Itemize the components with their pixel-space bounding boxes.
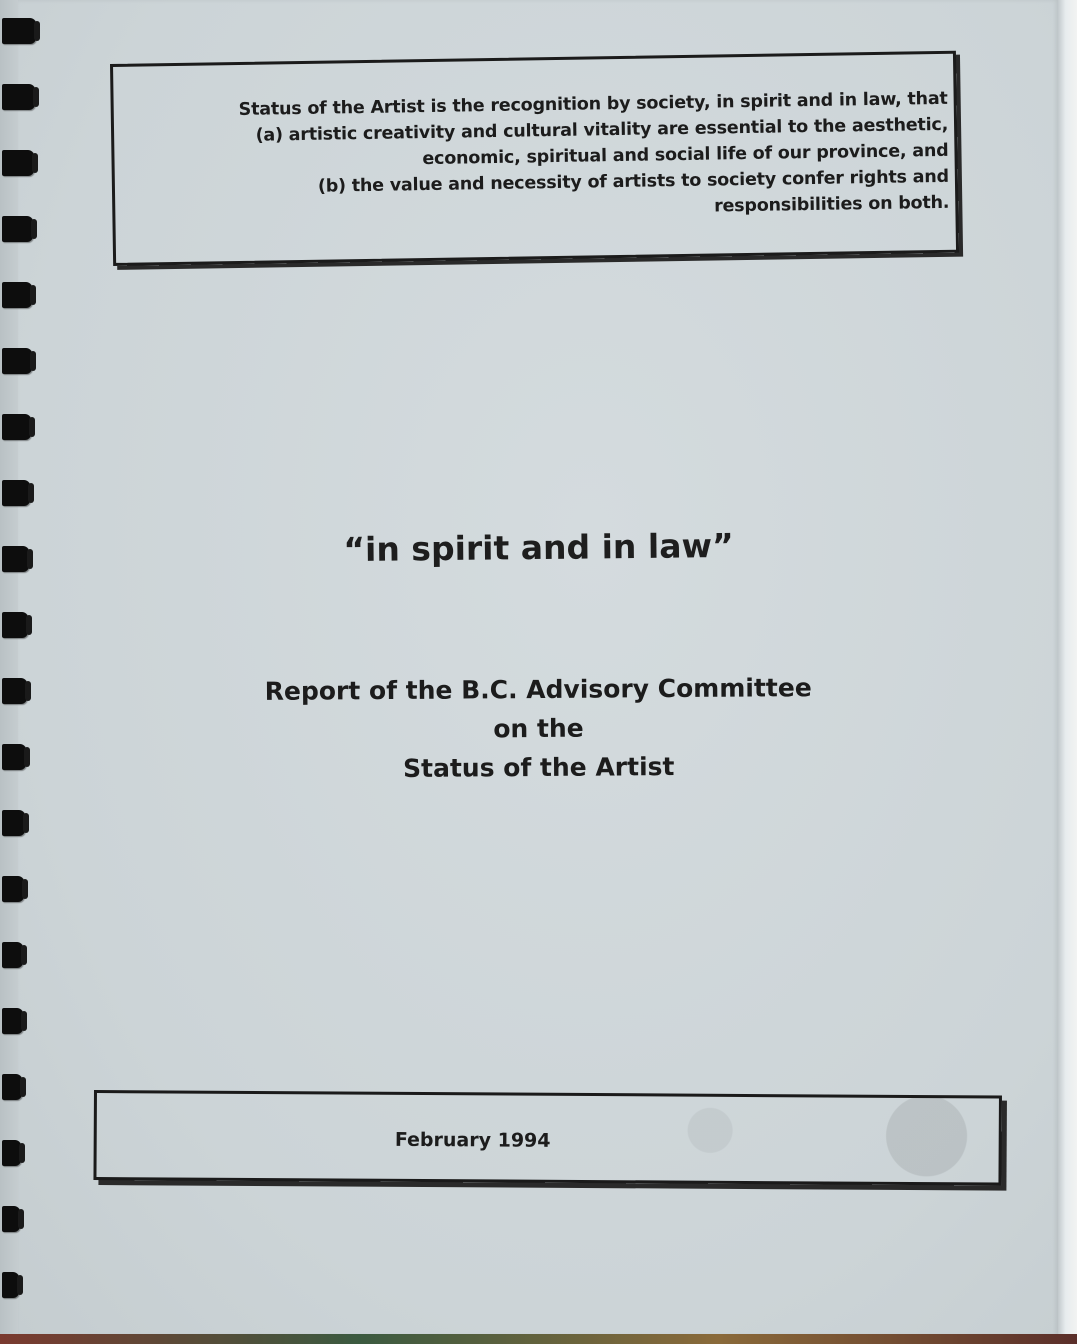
statement-text xyxy=(188,86,950,228)
report-line-2: on the xyxy=(493,713,584,744)
binding-ring xyxy=(2,216,33,242)
binding-ring xyxy=(2,1074,22,1100)
statement-line: Status of the Artist is the recognition by society, in spirit and in law, that xyxy=(238,88,948,120)
binding-ring xyxy=(2,612,28,638)
table-surface xyxy=(0,1334,1077,1344)
report-line-3: Status of the Artist xyxy=(402,752,675,783)
report-heading xyxy=(0,666,1077,791)
statement-box xyxy=(110,51,959,266)
binding-ring xyxy=(2,84,35,110)
binding-ring xyxy=(2,1272,19,1298)
statement-line: (b) the value and necessity of artists to society confer rights and xyxy=(317,166,950,197)
binding-ring xyxy=(2,1008,23,1034)
binding-ring xyxy=(2,1206,20,1232)
report-line-1: Report of the B.C. Advisory Committee xyxy=(264,673,812,706)
binding-ring xyxy=(2,150,34,176)
publication-date: February 1994 xyxy=(394,1128,551,1152)
binding-ring xyxy=(2,942,23,968)
binding-ring xyxy=(2,282,32,308)
statement-line: (a) artistic creativity and cultural vitality are essential to the aesthetic, xyxy=(255,114,949,146)
binding-ring xyxy=(2,480,30,506)
statement-line: responsibilities on both. xyxy=(713,192,950,217)
binding-ring xyxy=(2,810,25,836)
binding-ring xyxy=(2,1140,21,1166)
statement-line: economic, spiritual and social life of our province, and xyxy=(422,140,949,170)
binding-ring xyxy=(2,348,32,374)
binding-ring xyxy=(2,414,31,440)
binding-ring xyxy=(2,18,36,44)
cover-title: “in spirit and in law” xyxy=(343,525,734,570)
binding-ring xyxy=(2,876,24,902)
date-box xyxy=(93,1090,1002,1186)
